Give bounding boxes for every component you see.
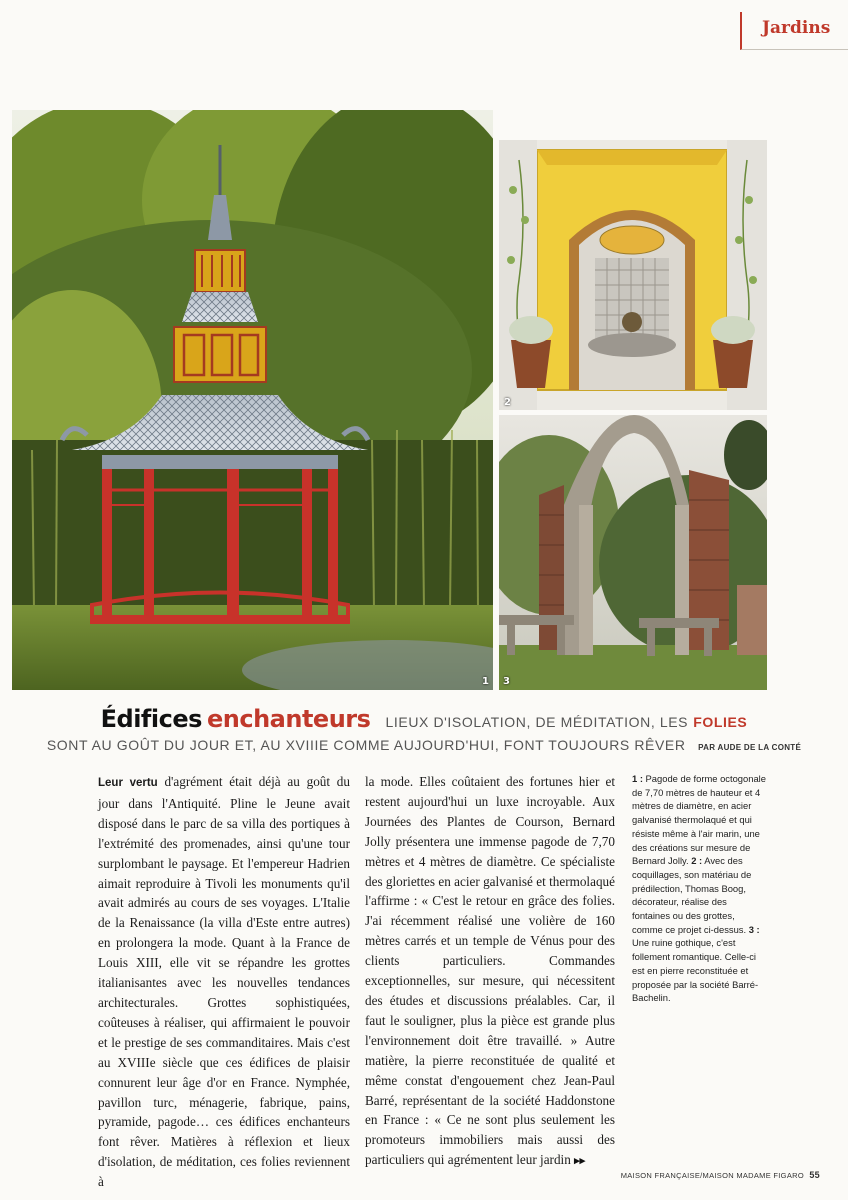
article-column-2 (365, 772, 615, 1172)
dek-line2-text: SONT AU GOÛT DU JOUR ET, AU XVIIIE COMME AUJOURD'HUI, FONT TOUJOURS RÊVER (46, 737, 686, 753)
article-column-1 (98, 772, 350, 1192)
caption-text-2: Avec des coquillages, son matériau de prédilection, Thomas Boog, décorateur, réalise des fontaines ou des grottes, comme ce projet ci-dessus. (632, 855, 752, 935)
photo-fountain (499, 140, 767, 410)
headline (0, 705, 848, 733)
page-footer: MAISON FRANÇAISE/MAISON MADAME FIGARO 55 (620, 1170, 820, 1180)
continue-arrow-icon: ▸▸ (574, 1155, 586, 1168)
footer-magazine-2: MAISON MADAME FIGARO (702, 1171, 804, 1180)
caption-number-1: 1 : (632, 773, 643, 784)
byline: PAR AUDE DE LA CONTÉ (698, 743, 802, 752)
dek-highlight: FOLIES (693, 714, 748, 730)
caption-text-3: Une ruine gothique, c'est follement romantique. Celle-ci est en pierre reconstituée et proposée par la société Barré-Bachelin. (632, 937, 759, 1004)
column-1-text: d'agrément était déjà au goût du jour dans l'Antiquité. Pline le Jeune avait disposé dans le parc de sa villa des portiques à l'extrémité des promenades, ainsi qu'une tour surplombant le paysage. Et l'empereur Hadrien aimait reproduire à Tivoli les monuments qu'il avait admirés au cours de ses voyages. L'Italie de la Renaissance (la villa d'Este entre autres) en prolongera la mode. Quant à la France de Louis XIII, elle vit se répandre les grottes italianisantes avec les nouvelles tendances architecturales. Grottes sophistiquées, coûteuses à réaliser, qui affirmaient le pouvoir et le prestige de ses commanditaires. Mais c'est au XVIIIe siècle que ces édifices de plaisir connurent leur âge d'or en France. Nymphée, pavillon turc, ménagerie, fabrique, pains, pyramide, pagode… ces édifices enchanteurs font rêver. Matières à réflexion et lieux d'isolation, de méditation, ces folies reviennent à (98, 774, 350, 1190)
column-2-text: la mode. Elles coûtaient des fortunes hier et restent aujourd'hui un luxe incroyable. Aux Journées des Plantes de Courson, Bernard Jolly présentera une immense pagode de 7,70 mètres et 4 mètres de diamètre. Ce spécialiste des gloriettes en acier galvanisé et thermolaqué l'affirme : « C'est le retour en grâce des folies. J'ai récemment réalisé une volière de 160 mètres carrés et un temple de Vénus pour des clients particuliers. Commandes exceptionnelles, sur mesure, qui nécessitent des études et discussions préalables. Car, il faut le souligner, plus la pièce est grande plus l'environnement doit être travaillé. » Autre matière, la pierre reconstituée de qualité et même constat d'engouement chez Jean-Paul Barré, représentant de la société Haddonstone en France : « Ce ne sont plus seulement les promoteurs immobiliers mais aussi des particuliers qui agrémentent leur jardin (365, 774, 615, 1168)
headline-word2: enchanteurs (206, 705, 371, 733)
photo-number-1: 1 (482, 676, 489, 687)
photo-number-2: 2 (504, 397, 511, 408)
page-number: 55 (809, 1170, 820, 1180)
dek-part1: LIEUX D'ISOLATION, DE MÉDITATION, LES (385, 714, 689, 730)
caption-text-1: Pagode de forme octogonale de 7,70 mètres de hauteur et 4 mètres de diamètre, en acier galvanisé thermolaqué et qui résiste même à l'air marin, une des créations sur mesure de Bernard Jolly. (632, 773, 766, 867)
lead-in: Leur vertu (98, 777, 158, 789)
section-tag (740, 12, 848, 50)
headline-word1: Édifices (100, 705, 202, 733)
photo-captions (632, 772, 767, 1005)
dek-line2 (0, 737, 848, 753)
photo-ruin (499, 415, 767, 690)
footer-magazine-1: MAISON FRANÇAISE (620, 1171, 701, 1180)
photo-pagoda (12, 110, 493, 690)
photo-number-3: 3 (503, 676, 510, 687)
section-tag-label: Jardins (762, 18, 831, 38)
caption-number-3: 3 : (748, 923, 760, 935)
caption-number-2: 2 : (691, 855, 703, 867)
